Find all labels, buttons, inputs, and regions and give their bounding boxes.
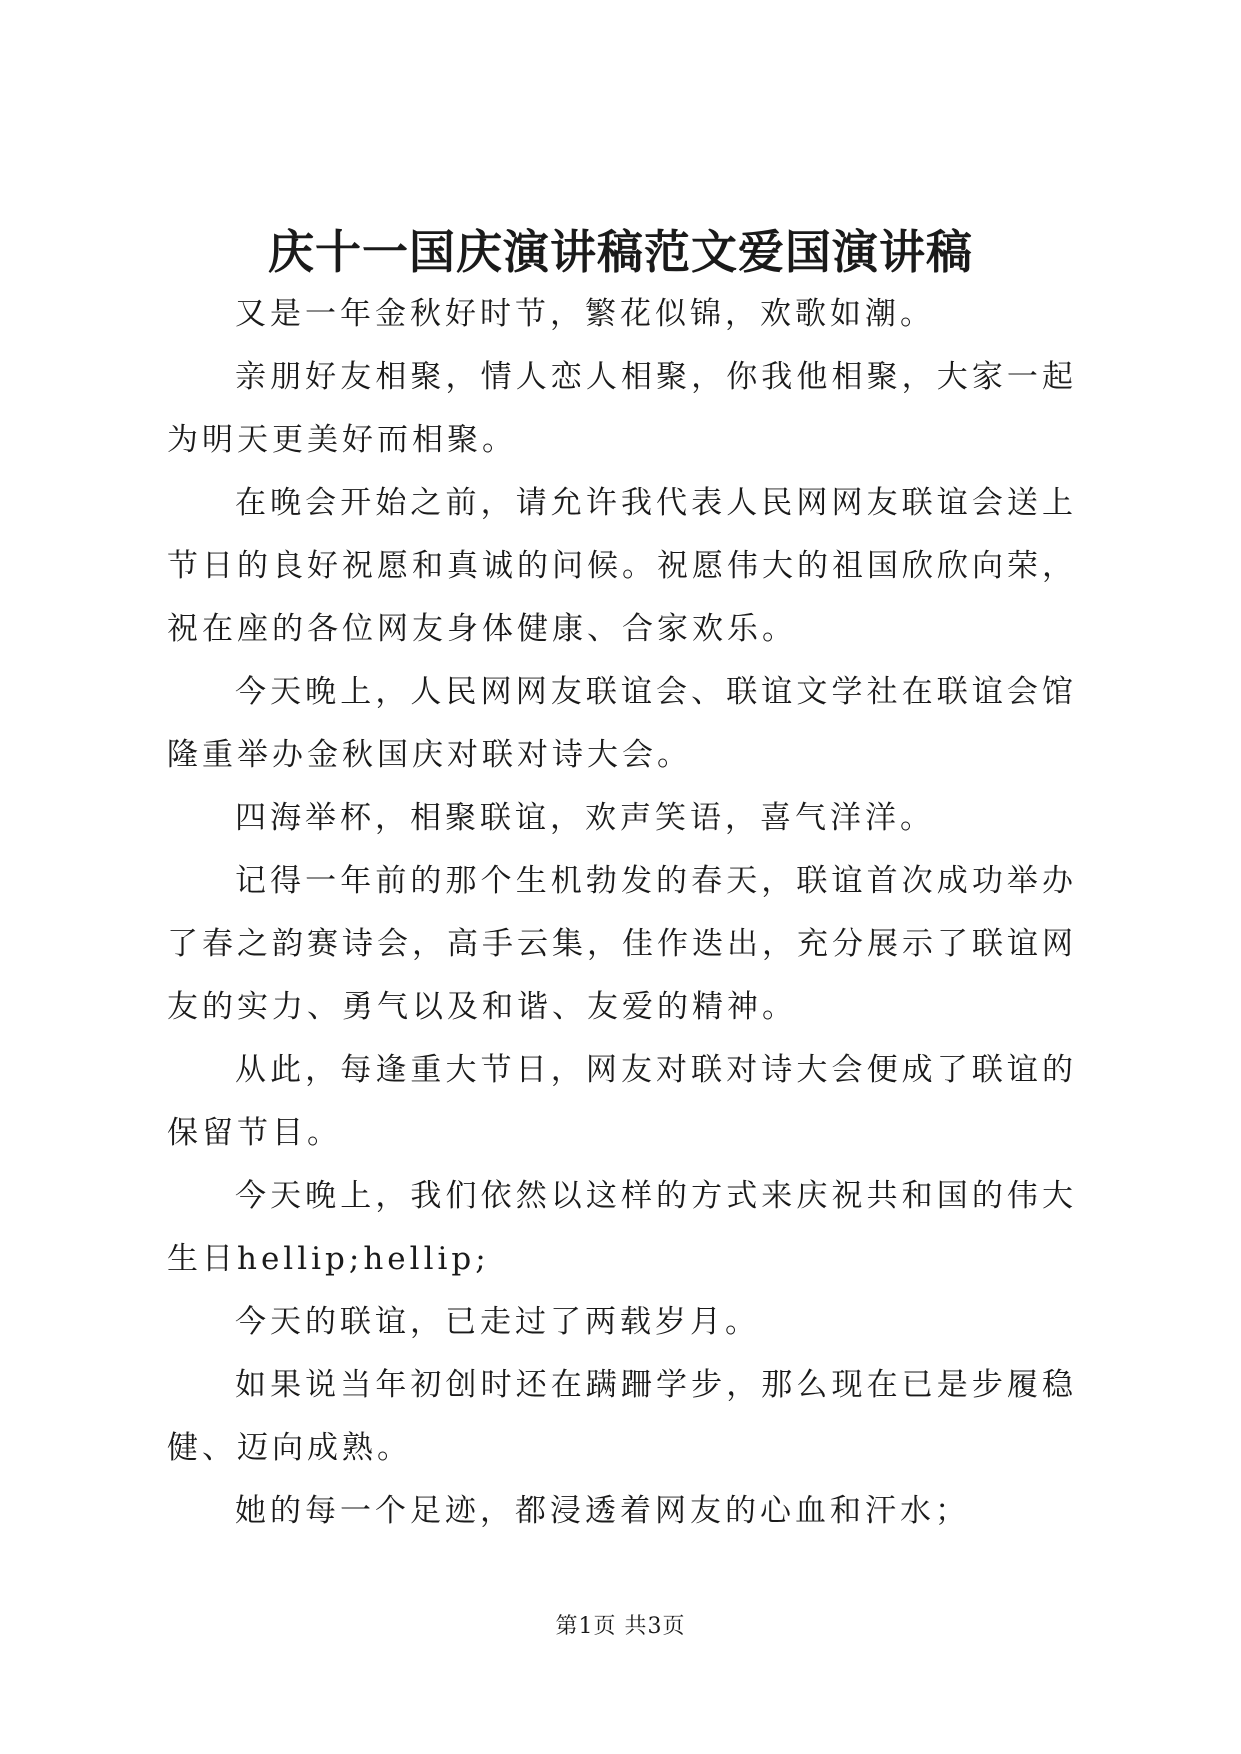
paragraph: 如果说当年初创时还在蹒跚学步，那么现在已是步履稳健、迈向成熟。 xyxy=(167,1367,1077,1466)
paragraph: 又是一年金秋好时节，繁花似锦，欢歌如潮。 xyxy=(235,296,935,332)
paragraph: 今天晚上，我们依然以这样的方式来庆祝共和国的伟大生日hellip;hellip; xyxy=(167,1178,1077,1277)
paragraph: 她的每一个足迹，都浸透着网友的心血和汗水； xyxy=(235,1493,970,1529)
document-title: 庆十一国庆演讲稿范文爱国演讲稿 xyxy=(268,225,973,279)
paragraph: 今天晚上，人民网网友联谊会、联谊文学社在联谊会馆隆重举办金秋国庆对联对诗大会。 xyxy=(167,674,1077,773)
paragraph: 四海举杯，相聚联谊，欢声笑语，喜气洋洋。 xyxy=(235,800,935,836)
document-body xyxy=(167,283,1077,1543)
paragraph: 在晚会开始之前，请允许我代表人民网网友联谊会送上节日的良好祝愿和真诚的问候。祝愿伟大的祖国欣欣向荣，祝在座的各位网友身体健康、合家欢乐。 xyxy=(167,485,1077,647)
paragraph: 亲朋好友相聚，情人恋人相聚，你我他相聚，大家一起为明天更美好而相聚。 xyxy=(167,359,1077,458)
paragraph: 从此，每逢重大节日，网友对联对诗大会便成了联谊的保留节目。 xyxy=(167,1052,1077,1151)
page-footer xyxy=(0,1612,1241,1642)
paragraph: 今天的联谊，已走过了两载岁月。 xyxy=(235,1304,760,1340)
paragraph: 记得一年前的那个生机勃发的春天，联谊首次成功举办了春之韵赛诗会，高手云集，佳作迭出，充分展示了联谊网友的实力、勇气以及和谐、友爱的精神。 xyxy=(167,863,1077,1025)
page-number: 第1页 共3页 xyxy=(555,1614,686,1639)
